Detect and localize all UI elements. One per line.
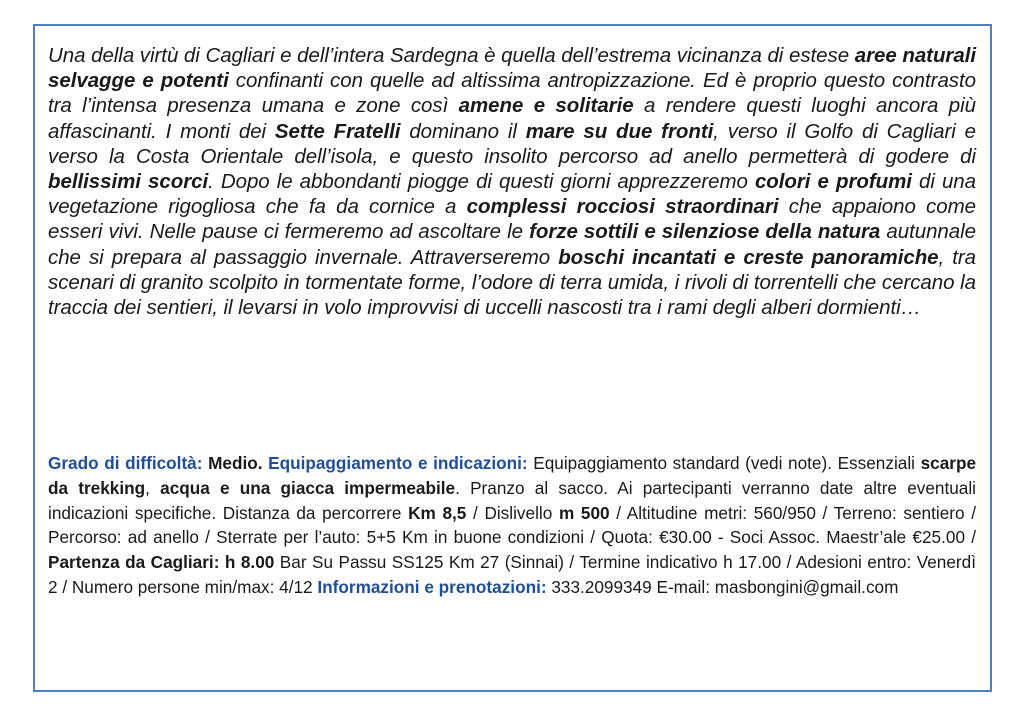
details-text: / Dislivello xyxy=(466,502,559,523)
intro-paragraph xyxy=(48,43,976,320)
details-text: . Pranzo al sacco. Ai partecipanti verranno date altre eventuali indicazioni specifiche. Distanza da percorrere xyxy=(48,477,977,523)
details-text: / Altitudine metri: 560/950 / Terreno: sentiero / Percorso: ad anello / Sterrate per l’auto: 5+5 Km in buone condizioni / Quota: €30.00 - Soci Assoc. Maestr’ale €25.00 / xyxy=(48,502,976,548)
details-text: , xyxy=(145,477,161,498)
intro-text: che appaiono come esseri vivi. Nelle pause ci fermeremo ad ascoltare le xyxy=(48,195,976,244)
intro-highlight: forze sottili e silenziose della natura xyxy=(529,220,881,244)
intro-highlight: amene e solitarie xyxy=(458,94,634,118)
intro-text: , tra scenari di granito scolpito in tormentate forme, l’odore di terra umida, i rivoli di torrentelli che cercano la traccia dei sentieri, il levarsi in volo improvvisi di uccelli nascosti tra i rami degli alberi dormienti… xyxy=(48,245,977,320)
intro-text: a rendere questi luoghi ancora più affascinanti. I monti dei xyxy=(48,94,976,143)
equipment-heading: Equipaggiamento e indicazioni: xyxy=(268,453,528,473)
difficulty-heading: Grado di difficoltà: xyxy=(48,453,203,473)
intro-highlight: aree naturali selvagge e potenti xyxy=(48,44,976,93)
intro-text: di una vegetazione rigogliosa che fa da cornice a xyxy=(48,170,976,219)
intro-highlight: boschi incantati e creste panoramiche xyxy=(558,245,939,269)
elevation-value: m 500 xyxy=(558,502,610,523)
intro-text: autunnale che si prepara al passaggio invernale. Attraverseremo xyxy=(48,220,976,269)
contact-text: 333.2099349 E-mail: masbongini@gmail.com xyxy=(546,576,899,597)
intro-highlight: complessi rocciosi straordinari xyxy=(466,195,779,219)
intro-text: , verso il Golfo di Cagliari e verso la Costa Orientale dell’isola, e questo insolito percorso ad anello permetterà di godere di xyxy=(48,119,976,168)
intro-text: confinanti con quelle ad altissima antropizzazione. Ed è proprio questo contrasto tra l’intensa presenza umana e zone così xyxy=(48,69,976,118)
intro-text: Una della virtù di Cagliari e dell’intera Sardegna è quella dell’estrema vicinanza di estese xyxy=(48,44,855,67)
intro-highlight: Sette Fratelli xyxy=(274,119,401,143)
intro-text: . Dopo le abbondanti piogge di questi giorni apprezzeremo xyxy=(208,170,755,194)
distance-value: Km 8,5 xyxy=(408,502,467,523)
intro-highlight: colori e profumi xyxy=(754,170,912,194)
details-text: Bar Su Passu SS125 Km 27 (Sinnai) / Termine indicativo h 17.00 / Adesioni entro: Venerdì 2 / Numero persone min/max: 4/12 xyxy=(48,552,976,597)
contact-heading: Informazioni e prenotazioni: xyxy=(317,576,547,597)
difficulty-value: Medio. xyxy=(208,453,263,473)
intro-text: dominano il xyxy=(400,119,526,143)
intro-highlight: bellissimi scorci xyxy=(48,170,209,194)
details-paragraph xyxy=(48,451,976,600)
details-highlight: scarpe da trekking xyxy=(48,453,977,498)
intro-highlight: mare su due fronti xyxy=(525,119,714,143)
departure-value: Partenza da Cagliari: h 8.00 xyxy=(48,552,275,573)
details-highlight: acqua e una giacca impermeabile xyxy=(160,477,456,498)
details-text: Equipaggiamento standard (vedi note). Essenziali xyxy=(527,453,921,473)
